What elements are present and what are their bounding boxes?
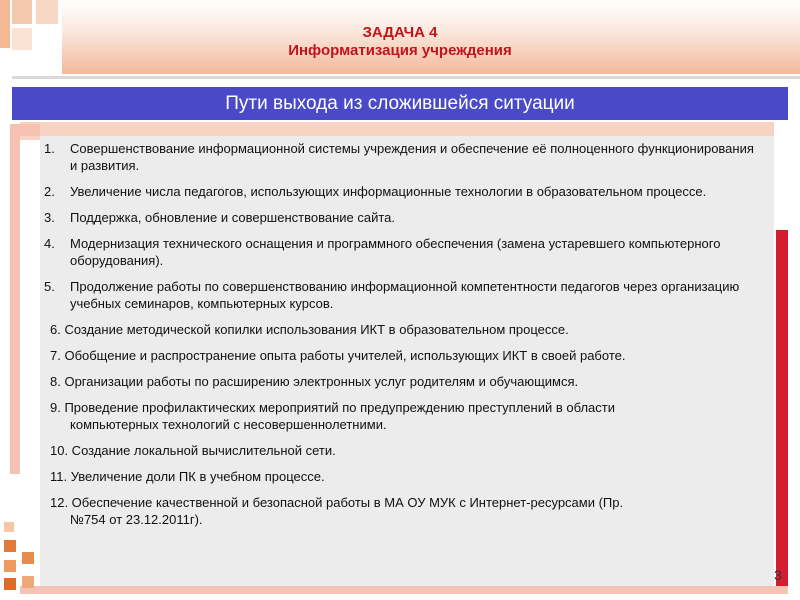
list-item-text: 9. Проведение профилактических мероприятий по предупреждению преступлений в области [50, 400, 615, 415]
section-banner: Пути выхода из сложившейся ситуации [12, 87, 788, 120]
list-item-text: Совершенствование информационной системы учреждения и обеспечение её полноценного функционирования и развития. [70, 141, 754, 173]
decor-square [0, 0, 10, 48]
title-line-1: ЗАДАЧА 4 [362, 24, 438, 41]
list-item-text: Поддержка, обновление и совершенствование сайта. [70, 210, 395, 225]
list-item-number: 4. [44, 236, 55, 251]
decor-frame-corner [10, 124, 40, 136]
decor-square [12, 0, 32, 24]
slide-title [140, 24, 660, 60]
list-item-number: 1. [44, 141, 55, 156]
list-item-text: 11. Увеличение доли ПК в учебном процессе. [50, 469, 325, 484]
decor-frame-right [776, 230, 788, 586]
list-item [40, 442, 774, 459]
list-item-text: 12. Обеспечение качественной и безопасной работы в МА ОУ МУК с Интернет-ресурсами (Пр. [50, 495, 624, 510]
title-line-2: Информатизация учреждения [288, 42, 512, 59]
list-item-number: 3. [44, 210, 55, 225]
list-item-continuation: компьютерных технологий с несовершеннолетними. [70, 417, 387, 432]
list-item-text: 6. Создание методической копилки использования ИКТ в образовательном процессе. [50, 322, 569, 337]
decor-frame-bottom [20, 586, 788, 594]
decor-square [4, 540, 16, 552]
list-item [40, 347, 774, 364]
decor-square [4, 578, 16, 590]
list-item [40, 321, 774, 338]
decor-square [4, 560, 16, 572]
list-item-text: Продолжение работы по совершенствованию информационной компетентности педагогов через организацию учебных семинаров, компьютерных курсов. [70, 279, 740, 311]
decor-square [4, 522, 14, 532]
decor-frame-left [10, 124, 20, 474]
list-item-text: Увеличение числа педагогов, использующих информационные технологии в образовательном процессе. [70, 184, 707, 199]
list-item-number: 5. [44, 279, 55, 294]
list-item [40, 373, 774, 390]
list-item [40, 278, 774, 312]
list-item [40, 399, 774, 433]
list-item-continuation: №754 от 23.12.2011г). [70, 512, 203, 527]
list-item [40, 494, 774, 528]
list-item [40, 183, 774, 200]
list-item [40, 468, 774, 485]
decor-square [22, 576, 34, 588]
header-divider [12, 76, 800, 79]
list-item-text: Модернизация технического оснащения и программного обеспечения (замена устаревшего компьютерного оборудования). [70, 236, 721, 268]
list-item-text: 8. Организации работы по расширению электронных услуг родителям и обучающимся. [50, 374, 579, 389]
decor-square [22, 552, 34, 564]
list-item-number: 2. [44, 184, 55, 199]
list-item-text: 7. Обобщение и распространение опыта работы учителей, использующих ИКТ в своей работе. [50, 348, 626, 363]
list-item [40, 235, 774, 269]
decor-square [36, 0, 58, 24]
list-item [40, 140, 774, 174]
decor-square [12, 28, 32, 50]
list-item-text: 10. Создание локальной вычислительной сети. [50, 443, 336, 458]
list-item [40, 209, 774, 226]
page-number: 3 [774, 567, 782, 583]
measures-list [40, 140, 774, 537]
